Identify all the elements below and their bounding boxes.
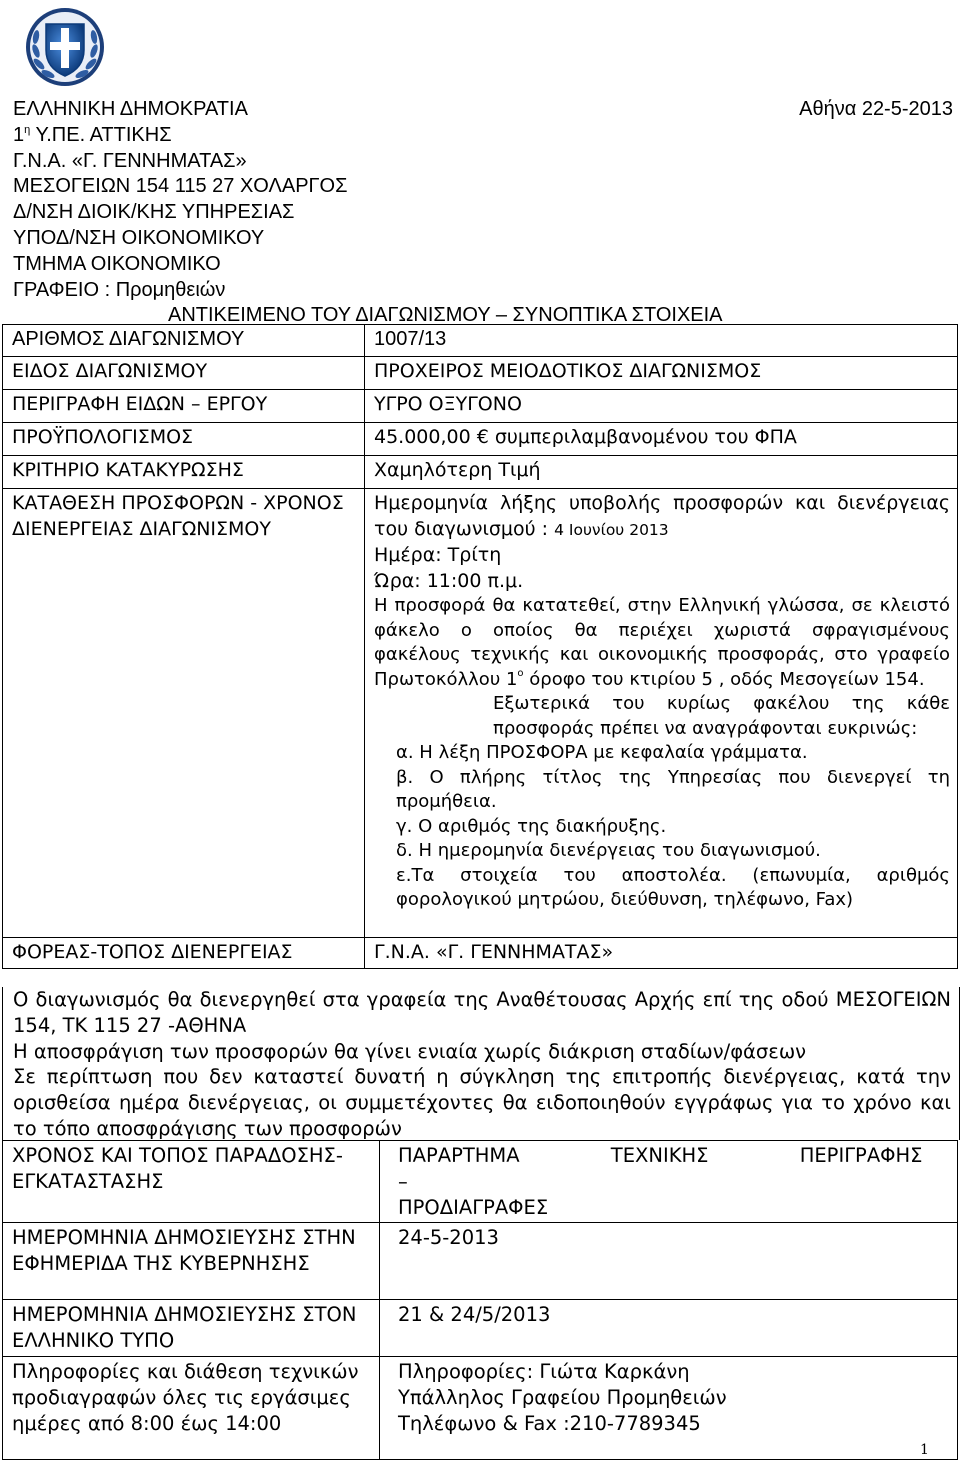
letterhead [13, 97, 953, 329]
list-item: ε.Τα στοιχεία του αποστολέα. (επωνυμία, αριθμός φορολογικού μητρώου, διεύθυνση, τηλέφωνο, Fax) [396, 864, 950, 910]
row-label: ΚΑΤΑΘΕΣΗ ΠΡΟΣΦΟΡΩΝ - ΧΡΟΝΟΣ ΔΙΕΝΕΡΓΕΙΑΣ ΔΙΑΓΩΝΙΣΜΟΥ [3, 489, 365, 938]
deadline-time: Ώρα: 11:00 π.μ. [374, 569, 524, 592]
row-value: Χαμηλότερη Τιμή [365, 456, 958, 489]
table-row [3, 456, 958, 489]
table-row [3, 325, 958, 357]
row-label: Πληροφορίες και διάθεση τεχνικών προδιαγραφών όλες τις εργάσιμες ημέρες από 8:00 έως 14:00 [3, 1356, 380, 1459]
tender-summary-table [2, 324, 958, 969]
header-directorate: Δ/ΝΣΗ ΔΙΟΙΚ/ΚΗΣ ΥΠΗΡΕΣΙΑΣ [13, 201, 295, 224]
row-label: ΚΡΙΤΗΡΙΟ ΚΑΤΑΚΥΡΩΣΗΣ [3, 456, 365, 489]
row-label: ΑΡΙΘΜΟΣ ΔΙΑΓΩΝΙΣΜΟΥ [3, 325, 365, 357]
deadline-text: Ημερομηνία λήξης υποβολής προσφορών και διενέργειας του διαγωνισμού : 4 Ιουνίου 2013 [374, 492, 950, 540]
row-value [365, 489, 958, 938]
row-value: Γ.Ν.Α. «Γ. ΓΕΝΝΗΜΑΤΑΣ» [365, 938, 958, 969]
submission-instructions: Η προσφορά θα κατατεθεί, στην Ελληνική γλώσσα, σε κλειστό φάκελο ο οποίος θα περιέχει χωριστά σφραγισμένους φακέλους τεχνικής και οικονομικής προσφοράς, στο γραφείο Πρωτοκόλλου $1^o$ όροφο του κτιρίου 5 , οδός Μεσογείων 154. [374, 595, 950, 690]
row-label: ΧΡΟΝΟΣ ΚΑΙ ΤΟΠΟΣ ΠΑΡΑΔΟΣΗΣ-ΕΓΚΑΤΑΣΤΑΣΗΣ [3, 1141, 380, 1223]
row-label: ΦΟΡΕΑΣ-ΤΟΠΟΣ ΔΙΕΝΕΡΓΕΙΑΣ [3, 938, 365, 969]
row-label: ΠΕΡΙΓΡΑΦΗ ΕΙΔΩΝ – ΕΡΓΟΥ [3, 390, 365, 423]
annex-title: ΠΑΡΑΡΤΗΜΑ ΤΕΧΝΙΚΗΣ ΠΕΡΙΓΡΑΦΗΣ – [398, 1144, 923, 1193]
row-value: ΥΓΡΟ ΟΞΥΓΟΝΟ [365, 390, 958, 423]
table-row [3, 423, 958, 456]
annex-subtitle: ΠΡΟΔΙΑΓΡΑΦΕΣ [398, 1195, 549, 1219]
contact-phone: Τηλέφωνο & Fax :210-7789345 [398, 1411, 701, 1435]
procedure-opening: Η αποσφράγιση των προσφορών θα γίνει ενιαία χωρίς διάκριση σταδίων/φάσεων [13, 1039, 807, 1063]
row-value: 1007/13 [365, 325, 958, 357]
page-number: 1 [920, 1442, 929, 1458]
procedure-notice: Σε περίπτωση που δεν καταστεί δυνατή η σύγκληση της επιτροπής διενέργειας, κατά την ορισθείσα ημέρα διενέργειας, οι συμμετέχοντες θα ειδοποιηθούν εγγράφως για το χρόνο και το τόπο αποσφράγισης των προσφορών [13, 1065, 951, 1140]
row-value: ΠΡΟΧΕΙΡΟΣ ΜΕΙΟΔΟΤΙΚΟΣ ΔΙΑΓΩΝΙΣΜΟΣ [365, 357, 958, 390]
table-row [3, 489, 958, 938]
list-item: δ. Η ημερομηνία διενέργειας του διαγωνισμού. [396, 840, 821, 861]
list-item: α. Η λέξη ΠΡΟΣΦΟΡΑ με κεφαλαία γράμματα. [396, 742, 808, 763]
header-address: ΜΕΣΟΓΕΙΩΝ 154 115 27 ΧΟΛΑΡΓΟΣ [13, 175, 348, 198]
row-value: 21 & 24/5/2013 [380, 1300, 958, 1357]
list-item: β. Ο πλήρης τίτλος της Υπηρεσίας που διενεργεί τη προμήθεια. [396, 766, 950, 812]
header-date: Αθήνα 22-5-2013 [799, 98, 953, 120]
deadline-day: Ημέρα: Τρίτη [374, 544, 502, 566]
row-label: ΠΡΟΫΠΟΛΟΓΙΣΜΟΣ [3, 423, 365, 456]
table-row [3, 1223, 958, 1300]
row-value: 45.000,00 € συμπεριλαμβανομένου του ΦΠΑ [365, 423, 958, 456]
row-label: ΗΜΕΡΟΜΗΝΙΑ ΔΗΜΟΣΙΕΥΣΗΣ ΣΤΗΝ ΕΦΗΜΕΡΙΔΑ ΤΗΣ ΚΥΒΕΡΝΗΣΗΣ [3, 1223, 380, 1300]
table-row [3, 1141, 958, 1223]
header-office: ΓΡΑΦΕΙΟ : Προμηθειών [13, 278, 226, 301]
table-row [3, 357, 958, 390]
delivery-publication-table [2, 1140, 958, 1460]
contact-person: Πληροφορίες: Γιώτα Καρκάνη [398, 1359, 690, 1383]
row-label: ΗΜΕΡΟΜΗΝΙΑ ΔΗΜΟΣΙΕΥΣΗΣ ΣΤΟΝ ΕΛΛΗΝΙΚΟ ΤΥΠΟ [3, 1300, 380, 1357]
row-value: 24-5-2013 [380, 1223, 958, 1300]
procedure-paragraph [2, 987, 960, 1140]
header-health-region: $1^\eta$ Υ.ΠΕ. ΑΤΤΙΚΗΣ [13, 123, 172, 146]
row-value [380, 1141, 958, 1223]
table-row [3, 1356, 958, 1459]
document-subject: ΑΝΤΙΚΕΙΜΕΝΟ ΤΟΥ ΔΙΑΓΩΝΙΣΜΟΥ – ΣΥΝΟΠΤΙΚΑ ΣΤΟΙΧΕΙΑ [168, 304, 723, 327]
row-value [380, 1356, 958, 1459]
envelope-instructions: Εξωτερικά του κυρίως φακέλου της κάθε προσφοράς πρέπει να αναγράφονται ευκρινώς: [493, 693, 950, 739]
greek-emblem-icon [24, 6, 106, 88]
row-label: ΕΙΔΟΣ ΔΙΑΓΩΝΙΣΜΟΥ [3, 357, 365, 390]
table-row [3, 390, 958, 423]
header-department: ΤΜΗΜΑ ΟΙΚΟΝΟΜΙΚΟ [13, 252, 221, 275]
table-row [3, 938, 958, 969]
header-subdirectorate: ΥΠΟΔ/ΝΣΗ ΟΙΚΟΝΟΜΙΚΟΥ [13, 226, 265, 249]
contact-role: Υπάλληλος Γραφείου Προμηθειών [398, 1385, 727, 1409]
header-country: ΕΛΛΗΝΙΚΗ ΔΗΜΟΚΡΑΤΙΑ [13, 98, 248, 120]
list-item: γ. Ο αριθμός της διακήρυξης. [396, 815, 667, 837]
header-hospital: Γ.Ν.Α. «Γ. ΓΕΝΝΗΜΑΤΑΣ» [13, 149, 247, 172]
table-row [3, 1300, 958, 1357]
procedure-location: Ο διαγωνισμός θα διενεργηθεί στα γραφεία της Αναθέτουσας Αρχής επί της οδού ΜΕΣΟΓΕΙΩΝ 154, ΤΚ 115 27 -ΑΘΗΝΑ [13, 988, 951, 1037]
